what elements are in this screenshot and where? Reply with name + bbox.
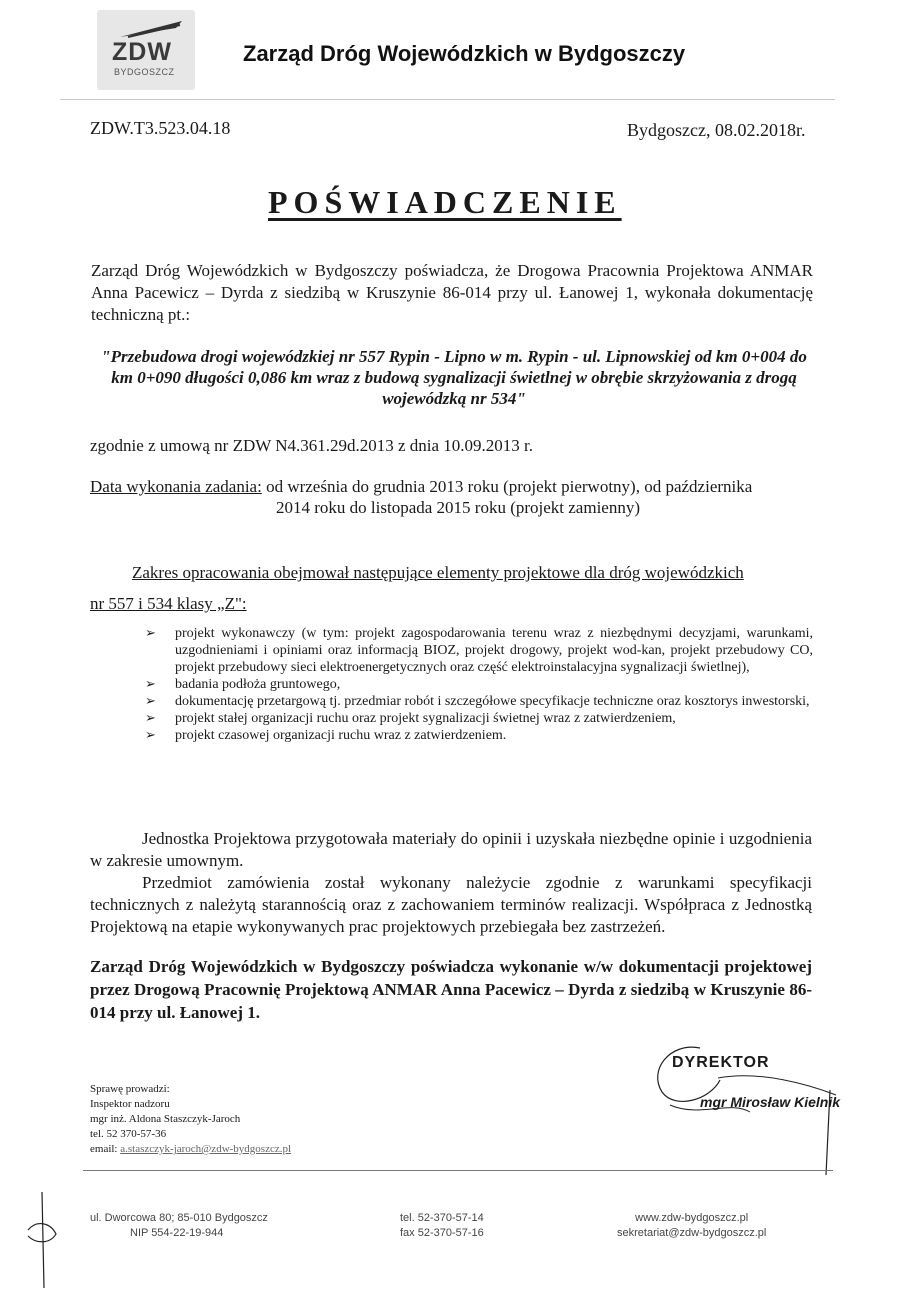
arrow-bullet-icon: ➢ bbox=[145, 625, 156, 640]
footer-fax: fax 52-370-57-16 bbox=[400, 1227, 484, 1239]
header-divider bbox=[60, 99, 835, 100]
contact-role: Inspektor nadzoru bbox=[90, 1098, 170, 1110]
scope-heading: Zakres opracowania obejmował następujące elementy projektowe dla dróg wojewódzkich bbox=[132, 563, 744, 582]
opinions-paragraph: Jednostka Projektowa przygotowała materiały do opinii i uzyskała niezbędne opinie i uzgodnienia w zakresie umownym. bbox=[90, 829, 812, 870]
execution-dates bbox=[90, 475, 816, 498]
scope-heading-2: nr 557 i 534 klasy „Z": bbox=[90, 594, 247, 613]
reference-number: ZDW.T3.523.04.18 bbox=[90, 118, 231, 138]
list-item: ➢ badania podłoża gruntowego, bbox=[145, 676, 341, 692]
logo-brand: ZDW bbox=[112, 38, 172, 66]
arrow-bullet-icon: ➢ bbox=[145, 727, 156, 742]
email-label: email: bbox=[90, 1143, 118, 1155]
footer-divider bbox=[83, 1170, 833, 1171]
director-name: mgr Mirosław Kielnik bbox=[700, 1094, 841, 1110]
initials-signature-icon bbox=[22, 1190, 62, 1290]
footer-email[interactable]: sekretariat@zdw-bydgoszcz.pl bbox=[617, 1227, 767, 1239]
director-title: DYREKTOR bbox=[672, 1054, 770, 1071]
list-item: ➢ projekt stałej organizacji ruchu oraz projekt sygnalizacji świetnej wraz z zatwierdzeniem, bbox=[145, 710, 676, 726]
scope-list bbox=[145, 625, 813, 744]
contract-line: zgodnie z umową nr ZDW N4.361.29d.2013 z dnia 10.09.2013 r. bbox=[90, 436, 534, 455]
logo-city: BYDGOSZCZ bbox=[114, 67, 175, 77]
footer-www[interactable]: www.zdw-bydgoszcz.pl bbox=[635, 1212, 749, 1224]
arrow-bullet-icon: ➢ bbox=[145, 676, 156, 691]
completion-paragraph: Przedmiot zamówienia został wykonany należycie zgodnie z warunkami specyfikacji technicznych z należytą starannością oraz z zachowaniem terminów realizacji. Współpraca z Jednostką Projektową na etapie wykonywanych prac projektowych przebiegała bez zastrzeżeń. bbox=[90, 873, 812, 936]
closing-paragraphs bbox=[90, 828, 812, 938]
contact-name: mgr inż. Aldona Staszczyk-Jaroch bbox=[90, 1113, 241, 1125]
execution-label: Data wykonania zadania: bbox=[90, 477, 262, 496]
contact-handler-label: Sprawę prowadzi: bbox=[90, 1083, 170, 1095]
document-date: Bydgoszcz, 08.02.2018r. bbox=[627, 120, 806, 140]
footer-nip: NIP 554-22-19-944 bbox=[130, 1227, 224, 1239]
arrow-bullet-icon: ➢ bbox=[145, 693, 156, 708]
contact-email-row bbox=[90, 1142, 291, 1157]
footer-web bbox=[617, 1211, 766, 1241]
footer-street: ul. Dworcowa 80; 85-010 Bydgoszcz bbox=[90, 1212, 268, 1224]
project-title: "Przebudowa drogi wojewódzkiej nr 557 Rypin - Lipno w m. Rypin - ul. Lipnowskiej od km 0+004 do km 0+090 długości 0,086 km wraz z budową sygnalizacji świetlnej w obrębie skrzyżowania z drogą wojewódzką nr 534" bbox=[101, 347, 807, 408]
contact-email-link[interactable]: a.staszczyk-jaroch@zdw-bydgoszcz.pl bbox=[120, 1143, 292, 1155]
footer-address bbox=[90, 1211, 268, 1241]
contact-phone: tel. 52 370-57-36 bbox=[90, 1128, 167, 1140]
document-title: POŚWIADCZENIE bbox=[268, 184, 622, 220]
list-item: ➢ projekt wykonawczy (w tym: projekt zagospodarowania terenu wraz z niezbędnymi decyzjami, warunkami, uzgodnieniami i opiniami oraz informacją BIOZ, projekt drogowy, projekt wod-kan, projekt przebudowy CO, projekt przebudowy sieci elektroenergetycznych oraz część elektroinstalacyjna sygnalizacji świetlnej), bbox=[145, 625, 813, 675]
list-item: ➢ projekt czasowej organizacji ruchu wraz z zatwierdzeniem. bbox=[145, 727, 507, 743]
arrow-bullet-icon: ➢ bbox=[145, 710, 156, 725]
execution-text-2: 2014 roku do listopada 2015 roku (projekt zamienny) bbox=[276, 498, 641, 517]
contact-block bbox=[90, 1082, 291, 1157]
execution-text: od września do grudnia 2013 roku (projekt pierwotny), od października bbox=[261, 477, 753, 496]
certification-paragraph: Zarząd Dróg Wojewódzkich w Bydgoszczy poświadcza wykonanie w/w dokumentacji projektowej przez Drogową Pracownię Projektową ANMAR Anna Pacewicz – Dyrda z siedzibą w Kruszynie 86-014 przy ul. Łanowej 1. bbox=[90, 957, 812, 1022]
intro-paragraph: Zarząd Dróg Wojewódzkich w Bydgoszczy poświadcza, że Drogowa Pracownia Projektowa ANMAR Anna Pacewicz – Dyrda z siedzibą w Kruszynie 86-014 przy ul. Łanowej 1, wykonała dokumentację techniczną pt.: bbox=[91, 261, 813, 324]
footer-tel: tel. 52-370-57-14 bbox=[400, 1212, 484, 1224]
list-item: ➢ dokumentację przetargową tj. przedmiar robót i szczegółowe specyfikacje techniczne oraz kosztorys inwestorski, bbox=[145, 693, 810, 709]
footer-phones bbox=[400, 1211, 484, 1241]
header-title: Zarząd Dróg Wojewódzkich w Bydgoszczy bbox=[243, 41, 686, 66]
logo-swoosh-icon bbox=[118, 19, 188, 39]
